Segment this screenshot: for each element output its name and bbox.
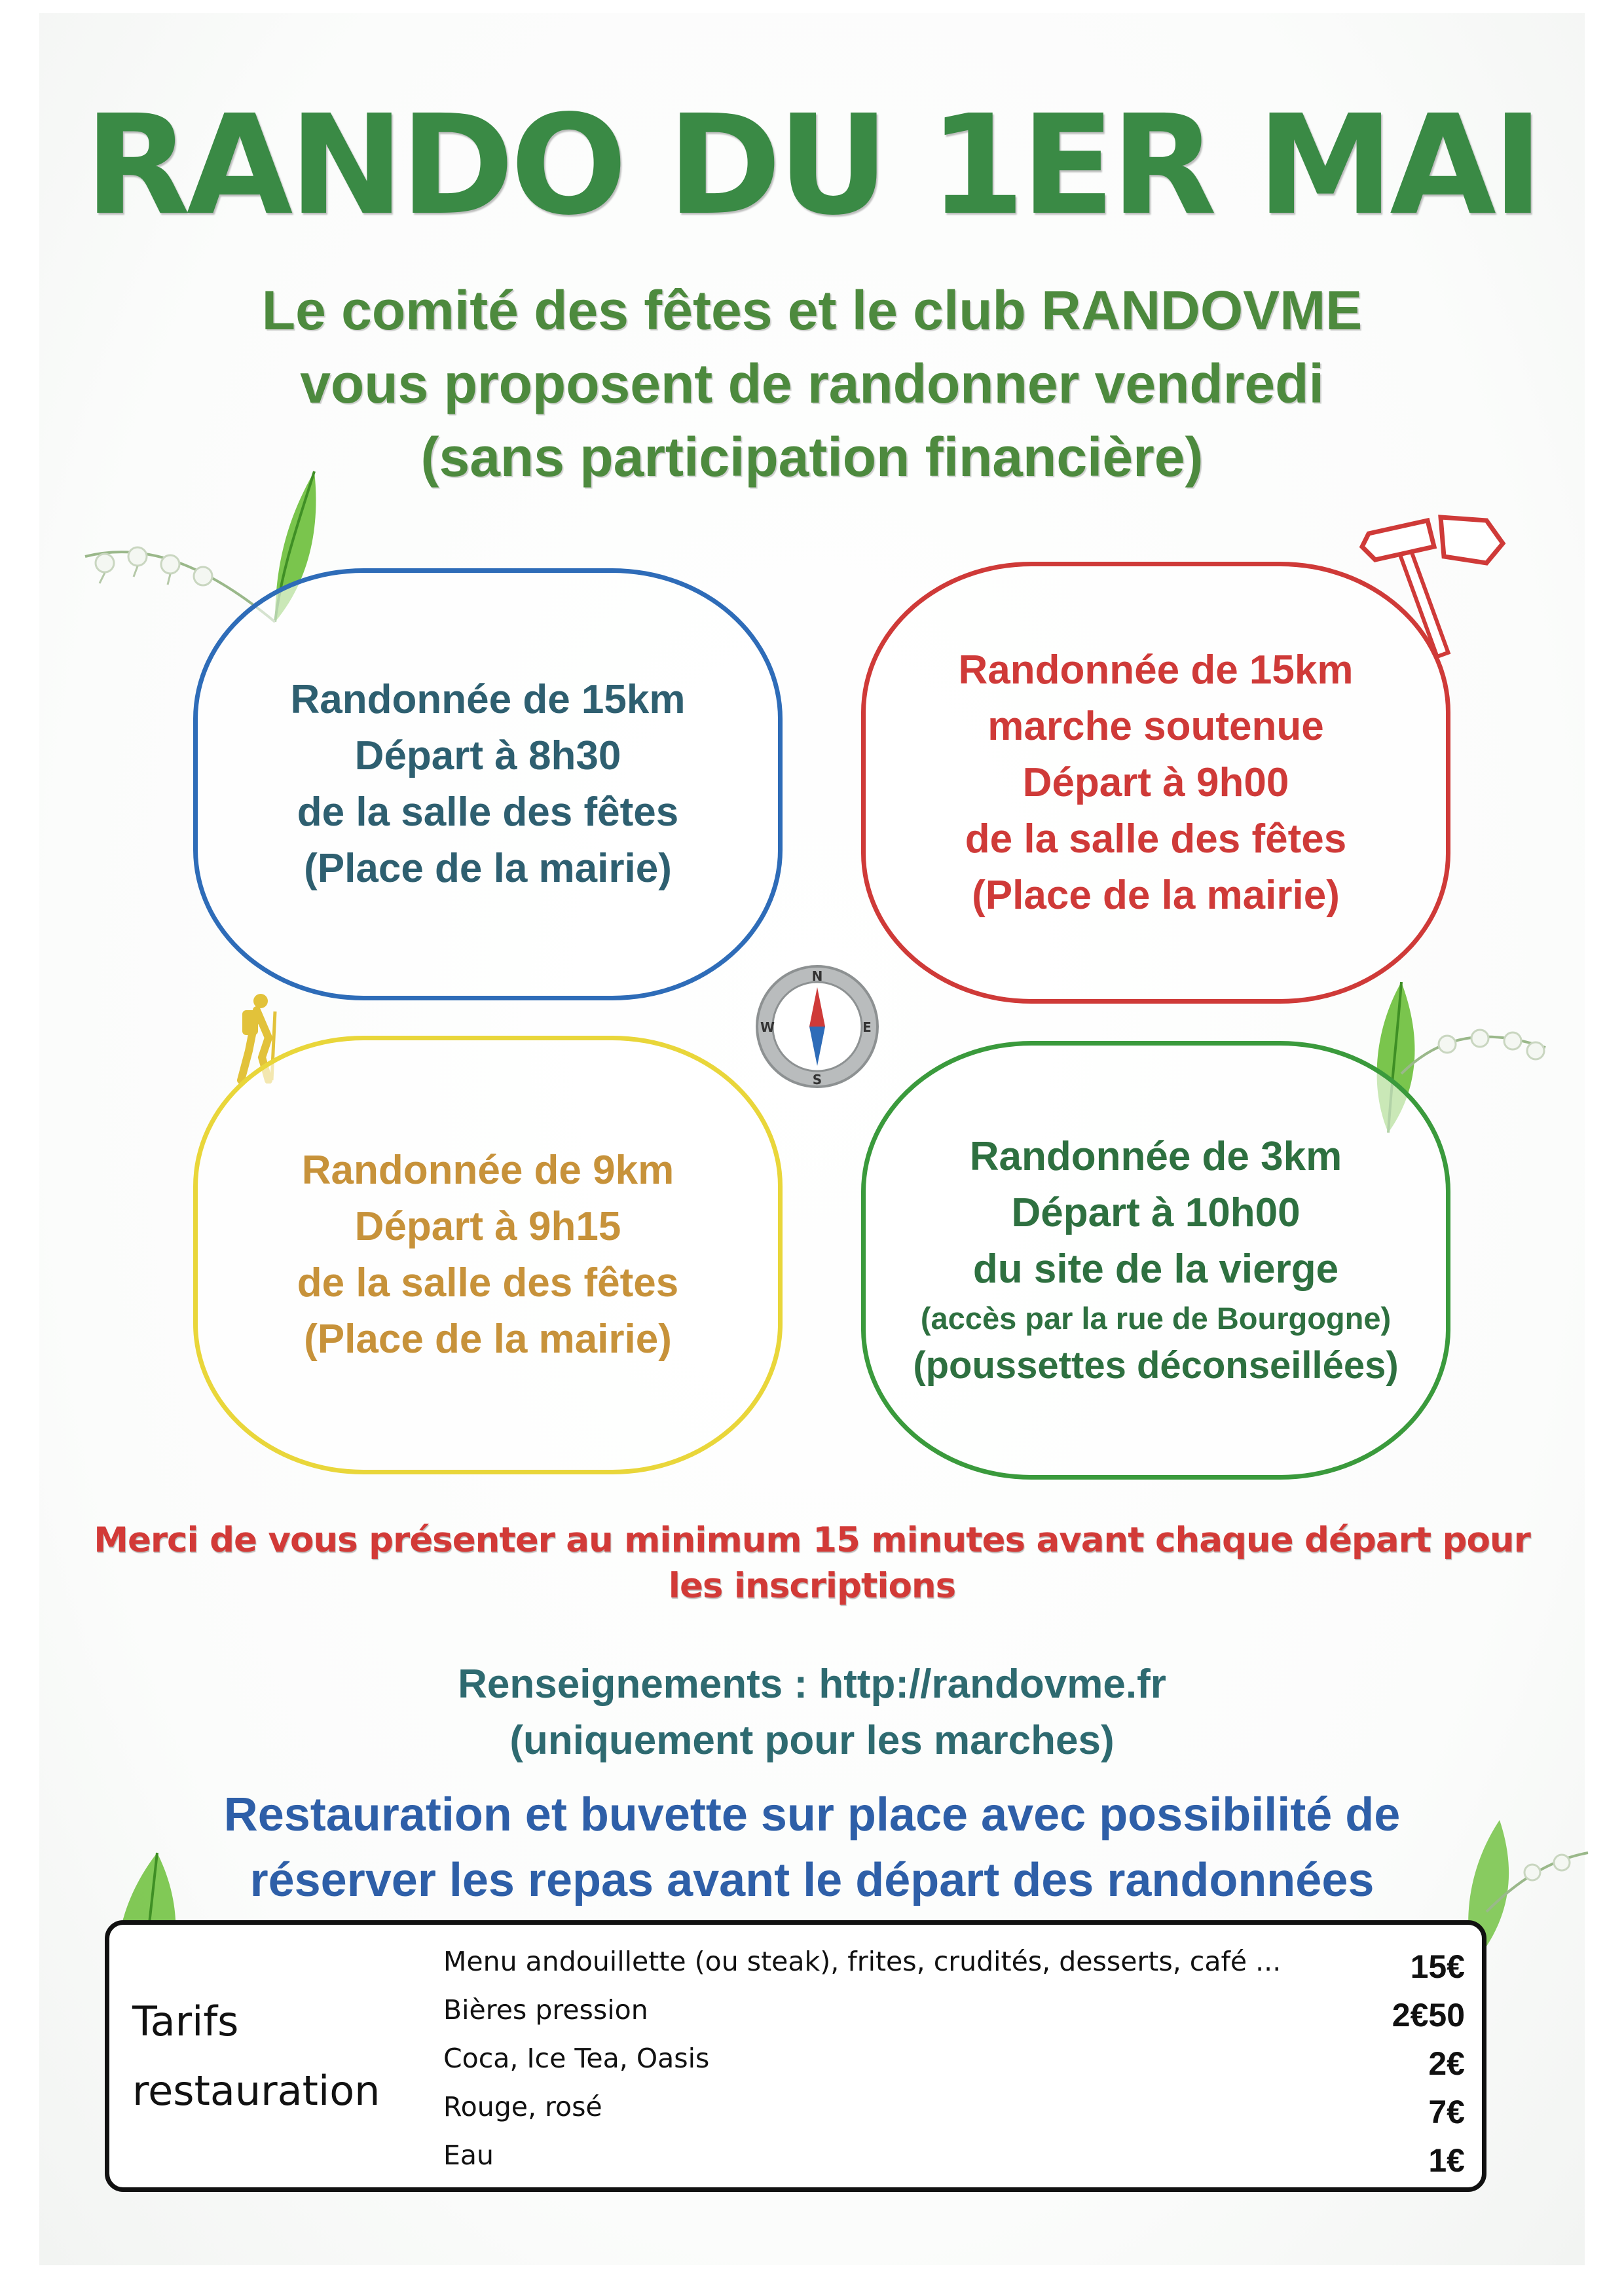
tarif-item-price: 2€ [1428,2045,1465,2082]
walk-line: Randonnée de 3km [969,1134,1342,1179]
compass-east-label: E [862,1019,872,1035]
compass-south-label: S [812,1072,822,1087]
info-section [0,1656,1624,1769]
registration-notice [0,1518,1624,1609]
compass-north-label: N [811,968,823,984]
intro-text [0,274,1624,494]
info-link-line: Renseignements : http://randovme.fr [458,1662,1166,1707]
tarif-item-price: 1€ [1428,2142,1465,2179]
walk-15km-soutenue-card [861,562,1450,1004]
tarif-item-price: 7€ [1428,2094,1465,2130]
tarifs-label-line: Tarifs [132,1997,239,2045]
walk-line: du site de la vierge [972,1247,1339,1292]
compass-icon [752,961,883,1092]
walk-line: marche soutenue [987,703,1324,749]
tarifs-box [105,1920,1486,2192]
list-item [443,1990,1465,2039]
list-item [443,2087,1465,2136]
notice-line: les inscriptions [668,1566,956,1606]
restauration-line: Restauration et buvette sur place avec possibilité de [223,1789,1401,1841]
walk-9km-card [193,1036,783,1474]
tarifs-list [443,1942,1465,2184]
walk-line: Départ à 9h15 [354,1204,621,1249]
tarif-item-price: 2€50 [1392,1997,1465,2033]
walk-3km-card [861,1041,1450,1480]
tarif-item-name: Rouge, rosé [443,2091,602,2123]
page-title: RANDO DU 1ER MAI [84,85,1540,246]
tarif-item-name: Coca, Ice Tea, Oasis [443,2043,710,2074]
walk-line: Départ à 10h00 [1011,1190,1301,1235]
walk-line: (accès par la rue de Bourgogne) [920,1301,1392,1336]
tarif-item-name: Eau [443,2140,494,2171]
tarif-item-price: 15€ [1410,1948,1465,1985]
tarif-item-name: Bières pression [443,1994,648,2026]
restauration-line: réserver les repas avant le départ des randonnées [249,1854,1375,1906]
walk-line: Randonnée de 15km [958,647,1354,693]
walk-line: Départ à 8h30 [354,733,621,778]
compass-west-label: W [760,1019,775,1035]
notice-line: Merci de vous présenter au minimum 15 minutes avant chaque départ pour [94,1520,1530,1560]
list-item [443,2039,1465,2087]
restauration-section [0,1782,1624,1913]
tarifs-label-line: restauration [132,2067,380,2115]
walk-line: (Place de la mairie) [972,872,1340,918]
list-item [443,1942,1465,1990]
info-line: (uniquement pour les marches) [509,1718,1115,1763]
walk-line: (Place de la mairie) [304,1317,672,1362]
tarif-item-name: Menu andouillette (ou steak), frites, crudités, desserts, café ... [443,1946,1282,1977]
intro-line: Le comité des fêtes et le club RANDOVME [261,280,1363,341]
walk-15km-card [193,568,783,1000]
walk-line: de la salle des fêtes [297,1260,679,1305]
intro-line: (sans participation financière) [420,426,1204,488]
walk-line: Randonnée de 15km [290,677,686,722]
intro-line: vous proposent de randonner vendredi [300,353,1324,414]
walk-line: (Place de la mairie) [304,846,672,891]
walk-line: de la salle des fêtes [297,790,679,835]
walk-line: Départ à 9h00 [1022,759,1289,805]
walk-line: (poussettes déconseillées) [913,1344,1399,1387]
tarifs-label [132,1987,380,2126]
walk-line: Randonnée de 9km [301,1148,674,1193]
walk-line: de la salle des fêtes [965,816,1347,862]
list-item [443,2136,1465,2184]
